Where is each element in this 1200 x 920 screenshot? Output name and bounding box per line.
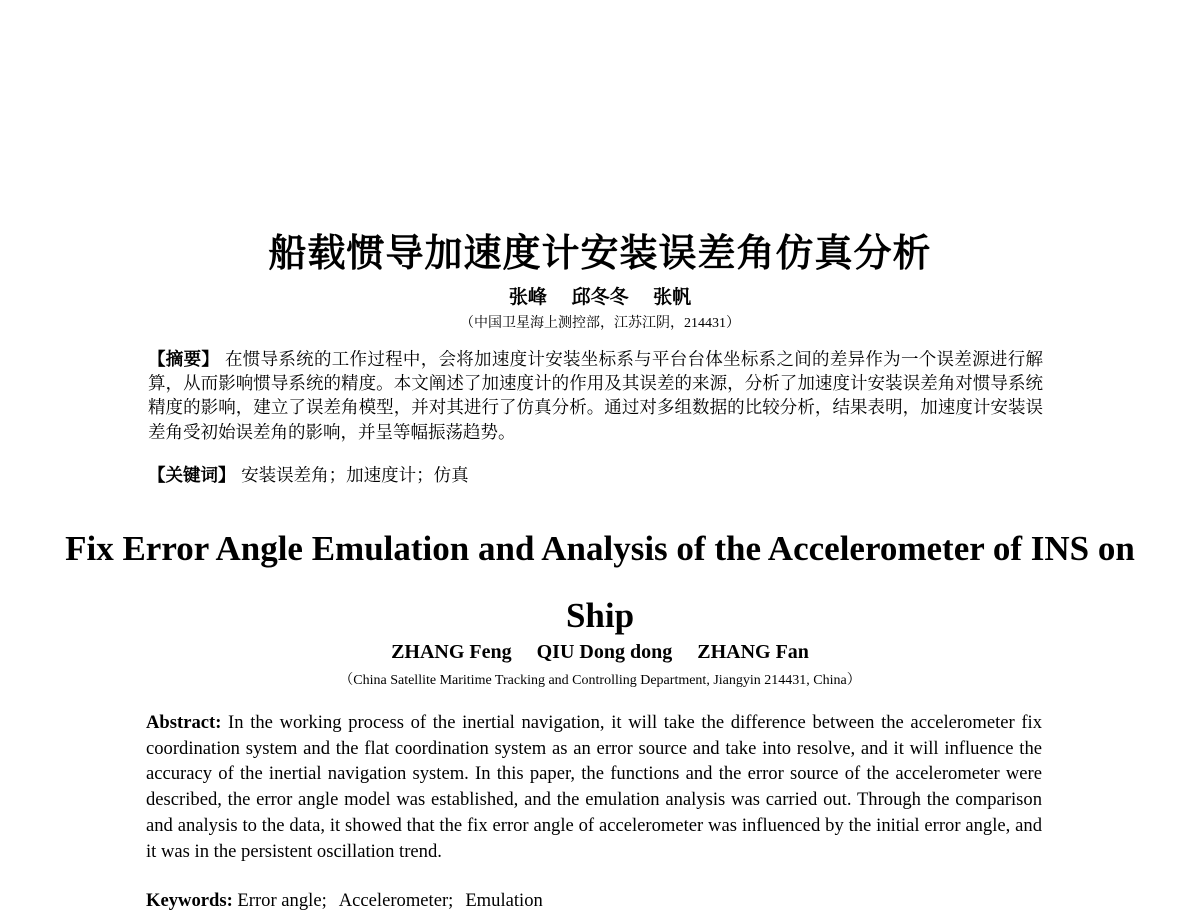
english-authors (0, 641, 1200, 664)
chinese-keywords-text: 安装误差角；加速度计；仿真 (241, 466, 469, 486)
chinese-authors (0, 282, 1200, 309)
english-keyword: Emulation (465, 890, 543, 911)
chinese-abstract-text: 在惯导系统的工作过程中，会将加速度计安装坐标系与平台台体坐标系之间的差异作为一个误差源进行解算，从而影响惯导系统的精度。本文阐述了加速度计的作用及其误差的来源，分析了加速度计安装误差角对惯导系统精度的影响，建立了误差角模型，并对其进行了仿真分析。通过对多组数据的比较分析，结果表明，加速度计安装误差角受初始误差角的影响，并呈等幅振荡趋势。 (148, 350, 1043, 443)
english-keywords-label: Keywords: (146, 890, 233, 911)
chinese-keywords-label: 【关键词】 (148, 466, 236, 486)
english-title: Fix Error Angle Emulation and Analysis of the Accelerometer of INS on Ship (65, 529, 1135, 635)
chinese-keywords (148, 462, 1043, 487)
english-keywords (146, 890, 1042, 912)
english-abstract (146, 710, 1042, 864)
chinese-title: 船载惯导加速度计安装误差角仿真分析 (268, 231, 932, 275)
english-author: ZHANG Fan (697, 641, 809, 663)
chinese-abstract (148, 348, 1043, 445)
chinese-author: 张帆 (653, 286, 692, 308)
english-author: ZHANG Feng (391, 641, 512, 663)
chinese-author: 邱冬冬 (571, 286, 629, 308)
english-abstract-label: Abstract: (146, 712, 222, 733)
english-keyword: Accelerometer; (338, 890, 454, 911)
chinese-affiliation: （中国卫星海上测控部，江苏江阴，214431） (460, 316, 740, 331)
english-keyword: Error angle; (237, 890, 327, 911)
chinese-abstract-label: 【摘要】 (148, 350, 220, 370)
chinese-author: 张峰 (508, 286, 547, 308)
english-author: QIU Dong dong (536, 641, 673, 663)
english-abstract-text: In the working process of the inertial navigation, it will take the difference between the accelerometer fix coordination system and the flat coordination system as an error source and take into resolve, and it will influence the accuracy of the inertial navigation system. In this paper, the functions and the error source of the accelerometer were described, the error angle model was established, and the emulation analysis was carried out. Through the comparison and analysis to the data, it showed that the fix error angle of accelerometer was influenced by the initial error angle, and it was in the persistent oscillation trend. (146, 712, 1042, 862)
english-affiliation: （China Satellite Maritime Tracking and Controlling Department, Jiangyin 214431, China） (339, 673, 861, 688)
